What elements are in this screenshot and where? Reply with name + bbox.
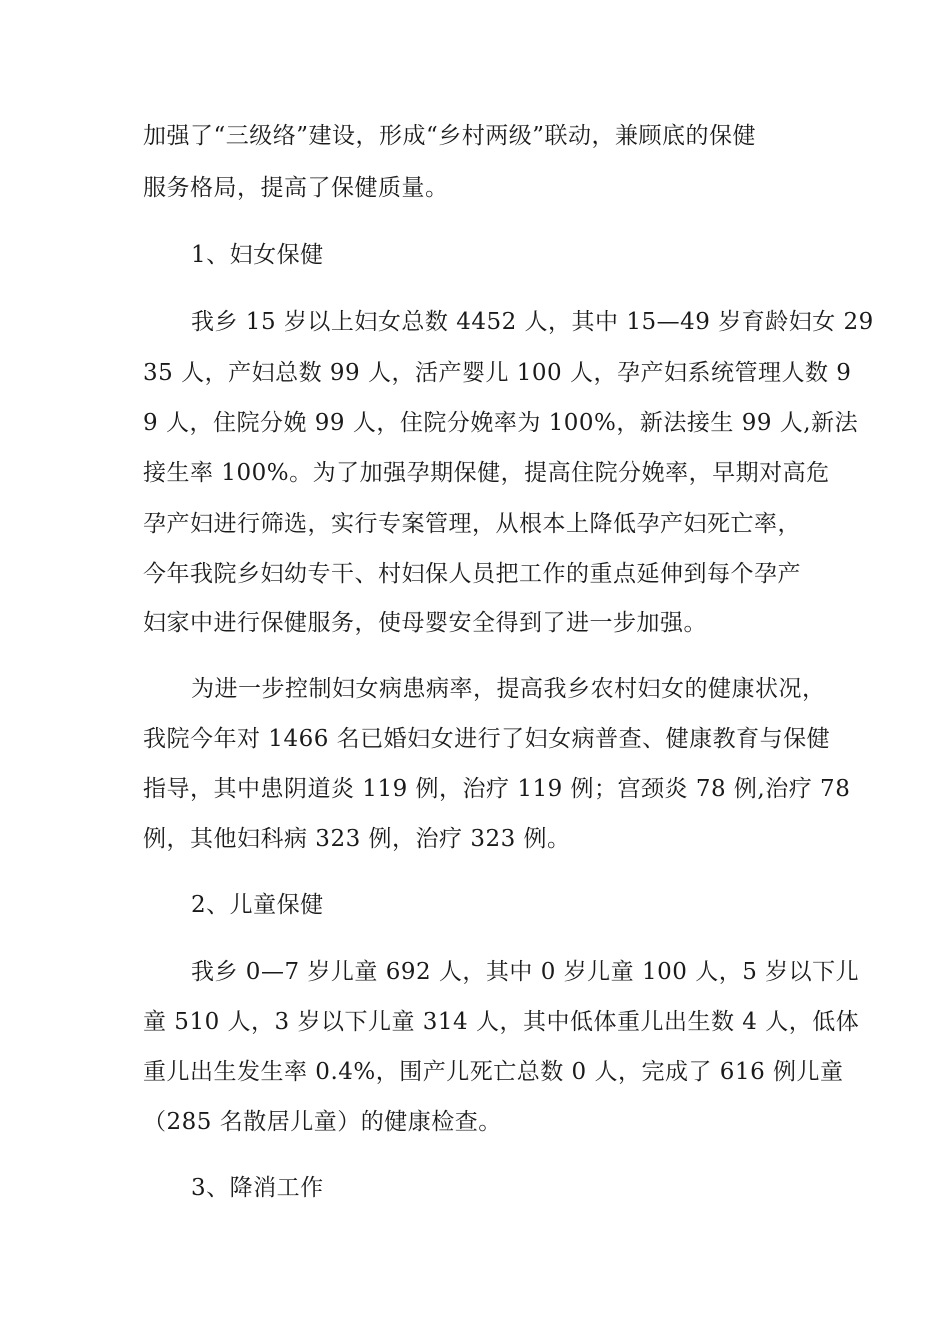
text-line: 为进一步控制妇女病患病率，提高我乡农村妇女的健康状况， — [191, 676, 826, 702]
text-line: 孕产妇进行筛选，实行专案管理，从根本上降低孕产妇死亡率， — [143, 511, 801, 537]
section-heading-women-health: 1、妇女保健 — [191, 242, 324, 268]
section-heading-reduction-work: 3、降消工作 — [191, 1175, 324, 1201]
text-line: 服务格局，提高了保健质量。 — [143, 175, 449, 201]
text-line: 我院今年对 1466 名已婚妇女进行了妇女病普查、健康教育与保健 — [143, 726, 831, 752]
text-line: 我乡 15 岁以上妇女总数 4452 人，其中 15—49 岁育龄妇女 29 — [191, 309, 874, 335]
text-line: 接生率 100%。为了加强孕期保健，提高住院分娩率，早期对高危 — [143, 460, 830, 486]
text-line: 妇家中进行保健服务，使母婴安全得到了进一步加强。 — [143, 610, 707, 636]
text-line: （285 名散居儿童）的健康检查。 — [143, 1109, 502, 1135]
text-line: 例，其他妇科病 323 例，治疗 323 例。 — [143, 826, 571, 852]
section-heading-child-health: 2、儿童保健 — [191, 892, 324, 918]
text-line: 我乡 0—7 岁儿童 692 人，其中 0 岁儿童 100 人，5 岁以下儿 — [191, 959, 860, 985]
text-line: 加强了“三级络”建设，形成“乡村两级”联动，兼顾底的保健 — [143, 123, 757, 149]
text-line: 9 人，住院分娩 99 人，住院分娩率为 100%，新法接生 99 人,新法 — [143, 410, 859, 436]
text-line: 童 510 人，3 岁以下儿童 314 人，其中低体重儿出生数 4 人，低体 — [143, 1009, 860, 1035]
text-line: 35 人，产妇总数 99 人，活产婴儿 100 人，孕产妇系统管理人数 9 — [143, 360, 852, 386]
text-line: 今年我院乡妇幼专干、村妇保人员把工作的重点延伸到每个孕产 — [143, 561, 801, 587]
text-line: 指导，其中患阴道炎 119 例，治疗 119 例；宫颈炎 78 例,治疗 78 — [143, 776, 851, 802]
text-line: 重儿出生发生率 0.4%，围产儿死亡总数 0 人，完成了 616 例儿童 — [143, 1059, 844, 1085]
